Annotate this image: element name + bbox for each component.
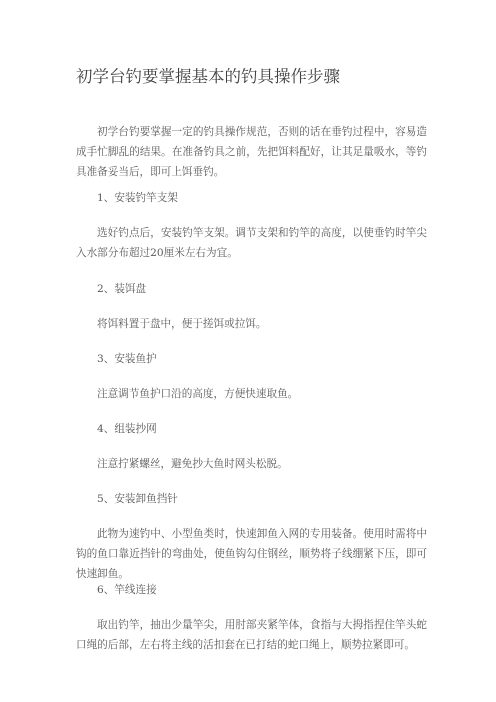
step-body: 取出钓竿，抽出少量竿尖，用肘部夹紧竿体，食指与大拇指捏住竿头蛇口绳的后部，左右将主线的活扣套在已打结的蛇口绳上，顺势拉紧即可。 <box>76 619 427 651</box>
step-heading: 1、安装钓竿支架 <box>97 192 178 204</box>
step-body: 注意调节鱼护口沿的高度，方便快速取鱼。 <box>97 388 299 400</box>
step-heading: 4、组装抄网 <box>97 423 157 435</box>
step-heading: 2、装饵盘 <box>97 283 147 295</box>
step-heading: 5、安装卸鱼挡针 <box>97 493 178 505</box>
step-heading: 6、竿线连接 <box>97 584 157 596</box>
step-body: 选好钓点后，安装钓竿支架。调节支架和钓竿的高度，以使垂钓时竿尖入水部分布超过20厘米左右为宜。 <box>76 227 427 259</box>
step-body: 此物为速钓中、小型鱼类时，快速卸鱼入网的专用装备。使用时需将中钩的鱼口靠近挡针的弯曲处，使鱼钩勾住钢丝，顺势将子线绷紧下压，即可快速卸鱼。 <box>76 528 427 580</box>
step-heading: 3、安装鱼护 <box>97 353 157 365</box>
step-body: 将饵料置于盘中，便于搓饵或拉饵。 <box>97 318 267 330</box>
document-title: 初学台钓要掌握基本的钓具操作步骤 <box>76 67 340 86</box>
step-body: 注意拧紧螺丝，避免抄大鱼时网头松脱。 <box>97 458 288 470</box>
intro-paragraph: 初学台钓要掌握一定的钓具操作规范，否则的话在垂钓过程中，容易造成手忙脚乱的结果。在准备钓具之前，先把饵料配好，让其足量吸水，等钓具准备妥当后，即可上饵垂钓。 <box>76 126 427 178</box>
